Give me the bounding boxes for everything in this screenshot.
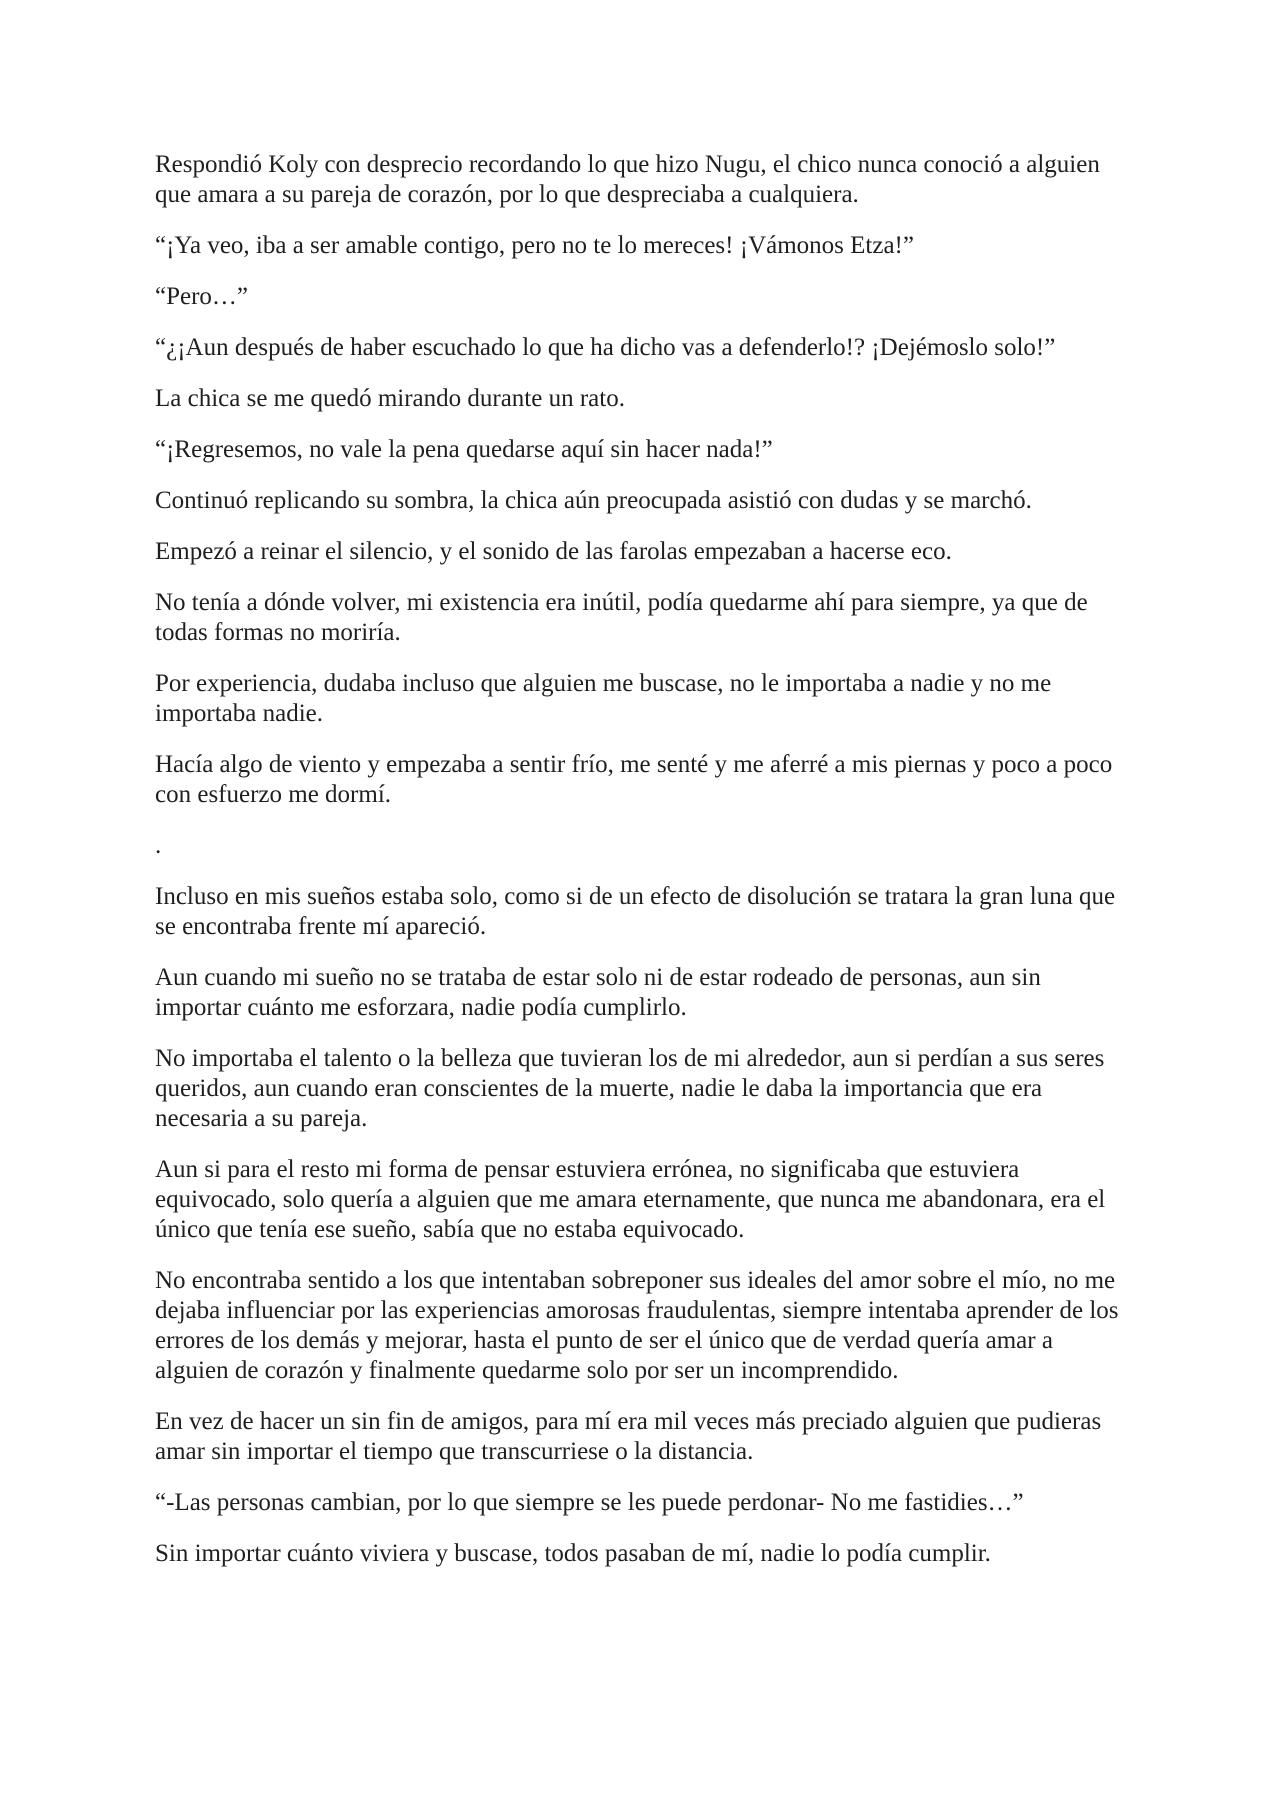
paragraph: Sin importar cuánto viviera y buscase, todos pasaban de mí, nadie lo podía cumplir. (155, 1540, 991, 1567)
paragraph: No tenía a dónde volver, mi existencia era inútil, podía quedarme ahí para siempre, ya que de todas formas no moriría. (155, 589, 1088, 646)
paragraph: Incluso en mis sueños estaba solo, como si de un efecto de disolución se tratara la gran luna que se encontraba frente mí apareció. (155, 883, 1116, 940)
paragraph: “¡Regresemos, no vale la pena quedarse aquí sin hacer nada!” (155, 436, 773, 463)
paragraph: “Pero…” (155, 283, 249, 310)
paragraph: La chica se me quedó mirando durante un rato. (155, 385, 625, 412)
paragraph: Por experiencia, dudaba incluso que alguien me buscase, no le importaba a nadie y no me importaba nadie. (155, 670, 1052, 727)
paragraph: Respondió Koly con desprecio recordando lo que hizo Nugu, el chico nunca conoció a alguien que amara a su pareja de corazón, por lo que despreciaba a cualquiera. (155, 151, 1100, 208)
paragraph: En vez de hacer un sin fin de amigos, para mí era mil veces más preciado alguien que pudieras amar sin importar el tiempo que transcurriese o la distancia. (155, 1408, 1102, 1465)
paragraph: No encontraba sentido a los que intentaban sobreponer sus ideales del amor sobre el mío, no me dejaba influenciar por las experiencias amorosas fraudulentas, siempre intentaba aprender de los errores de los demás y mejorar, hasta el punto de ser el único que de verdad quería amar a alguien de corazón y finalmente quedarme solo por ser un incomprendido. (155, 1267, 1119, 1384)
document-page (155, 150, 1130, 1590)
paragraph: Empezó a reinar el silencio, y el sonido de las farolas empezaban a hacerse eco. (155, 538, 952, 565)
paragraph: Aun si para el resto mi forma de pensar estuviera errónea, no significaba que estuviera equivocado, solo quería a alguien que me amara eternamente, que nunca me abandonara, era el único que tenía ese sueño, sabía que no estaba equivocado. (155, 1156, 1106, 1243)
paragraph: Hacía algo de viento y empezaba a sentir frío, me senté y me aferré a mis piernas y poco a poco con esfuerzo me dormí. (155, 751, 1113, 808)
paragraph: Continuó replicando su sombra, la chica aún preocupada asistió con dudas y se marchó. (155, 487, 1032, 514)
paragraph: Aun cuando mi sueño no se trataba de estar solo ni de estar rodeado de personas, aun sin importar cuánto me esforzara, nadie podía cumplirlo. (155, 964, 1041, 1021)
paragraph: “¿¡Aun después de haber escuchado lo que ha dicho vas a defenderlo!? ¡Dejémoslo solo!” (155, 334, 1056, 361)
paragraph: No importaba el talento o la belleza que tuvieran los de mi alrededor, aun si perdían a sus seres queridos, aun cuando eran conscientes de la muerte, nadie le daba la importancia que era necesaria a su pareja. (155, 1045, 1105, 1132)
paragraph: “¡Ya veo, iba a ser amable contigo, pero no te lo mereces! ¡Vámonos Etza!” (155, 232, 914, 259)
section-separator: . (155, 832, 162, 859)
paragraph: “-Las personas cambian, por lo que siempre se les puede perdonar- No me fastidies…” (155, 1489, 1024, 1516)
